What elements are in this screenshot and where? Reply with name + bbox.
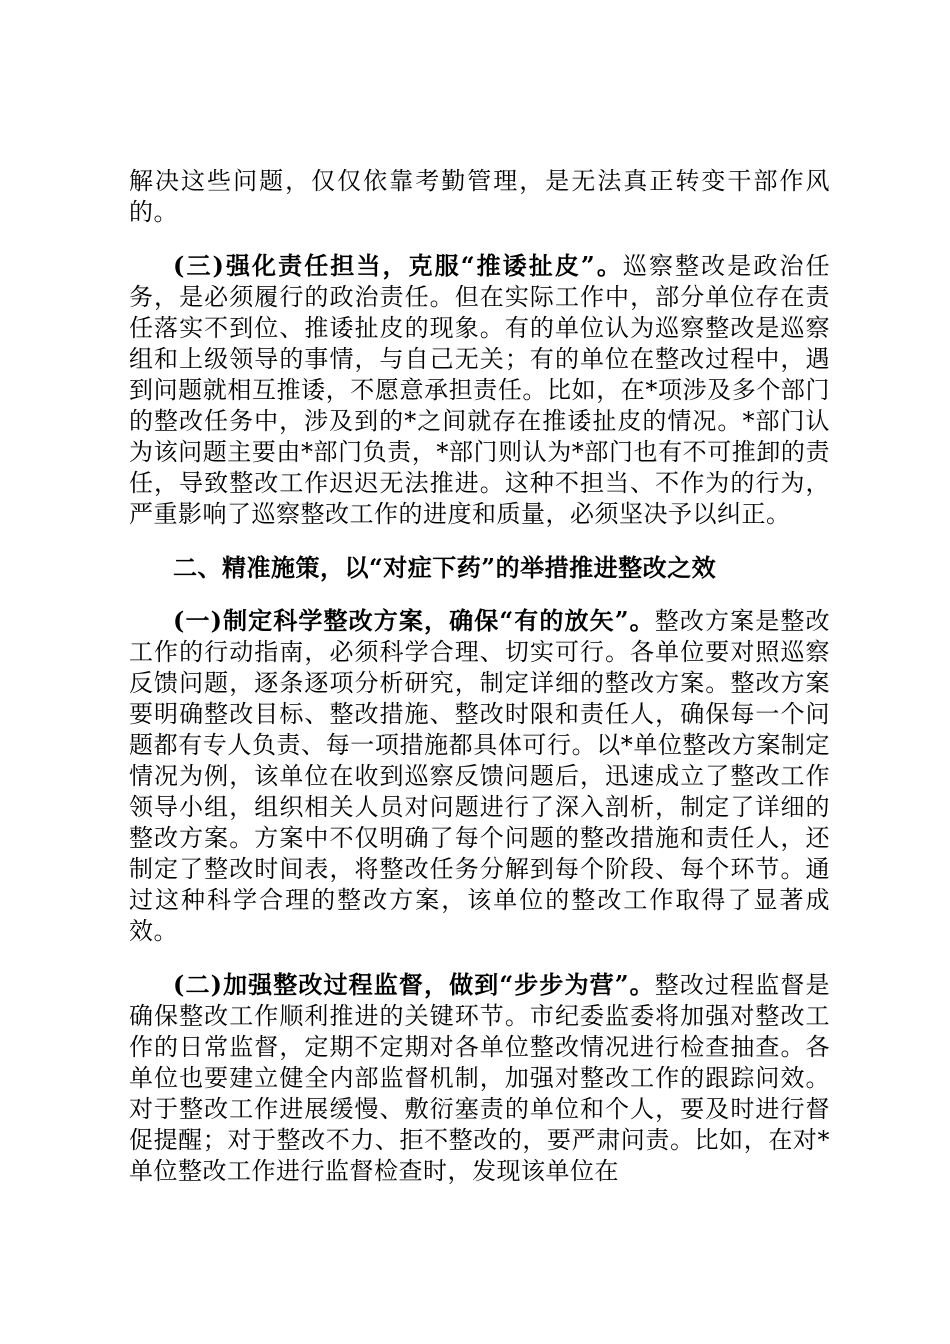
document-page (129, 166, 830, 1187)
paragraph-body: 巡察整改是政治任务，是必须履行的政治责任。但在实际工作中，部分单位存在责任落实不到位、推诿扯皮的现象。有的单位认为巡察整改是巡察组和上级领导的事情，与自己无关；有的单位在整改过程中，遇到问题就相互推诿，不愿意承担责任。比如，在*项涉及多个部门的整改任务中，涉及到的*之间就存在推诿扯皮的情况。*部门认为该问题主要由*部门负责，*部门则认为*部门也有不可推卸的责任，导致整改工作迟迟无法推进。这种不担当、不作为的行为，严重影响了巡察整改工作的进度和质量，必须坚决予以纠正。 (129, 252, 830, 528)
paragraph-body: 整改过程监督是确保整改工作顺利推进的关键环节。市纪委监委将加强对整改工作的日常监督，定期不定期对各单位整改情况进行检查抽查。各单位也要建立健全内部监督机制，加强对整改工作的跟踪问效。对于整改工作进展缓慢、敷衍塞责的单位和个人，要及时进行督促提醒；对于整改不力、拒不整改的，要严肃问责。比如，在对*单位整改工作进行监督检查时，发现该单位在 (129, 971, 831, 1185)
paragraph-body: 整改方案是整改工作的行动指南，必须科学合理、切实可行。各单位要对照巡察反馈问题，逐条逐项分析研究，制定详细的整改方案。整改方案要明确整改目标、整改措施、整改时限和责任人，确保每一个问题都有专人负责、每一项措施都具体可行。以*单位整改方案制定情况为例，该单位在收到巡察反馈问题后，迅速成立了整改工作领导小组，组织相关人员对问题进行了深入剖析，制定了详细的整改方案。方案中不仅明确了每个问题的整改措施和责任人，还制定了整改时间表，将整改任务分解到每个阶段、每个环节。通过这种科学合理的整改方案，该单位的整改工作取得了显著成效。 (129, 607, 831, 945)
paragraph-process-supervision (129, 969, 830, 1187)
paragraph-continuation: 解决这些问题，仅仅依靠考勤管理，是无法真正转变干部作风的。 (129, 167, 830, 226)
paragraph-gap (129, 583, 830, 605)
section-heading: 二、精准施策，以“对症下药”的举措推进整改之效 (173, 553, 717, 582)
paragraph-heading: (三)强化责任担当，克服“推诿扯皮”。 (173, 251, 623, 280)
paragraph-gap (129, 530, 830, 552)
paragraph-heading: (一)制定科学整改方案，确保“有的放矢”。 (173, 606, 655, 635)
paragraph-rectification-plan (129, 605, 830, 947)
paragraph-heading: (二)加强整改过程监督，做到“步步为营”。 (173, 970, 655, 999)
paragraph-responsibility (129, 250, 830, 530)
paragraph-gap (129, 228, 830, 250)
paragraph-gap (129, 947, 830, 969)
